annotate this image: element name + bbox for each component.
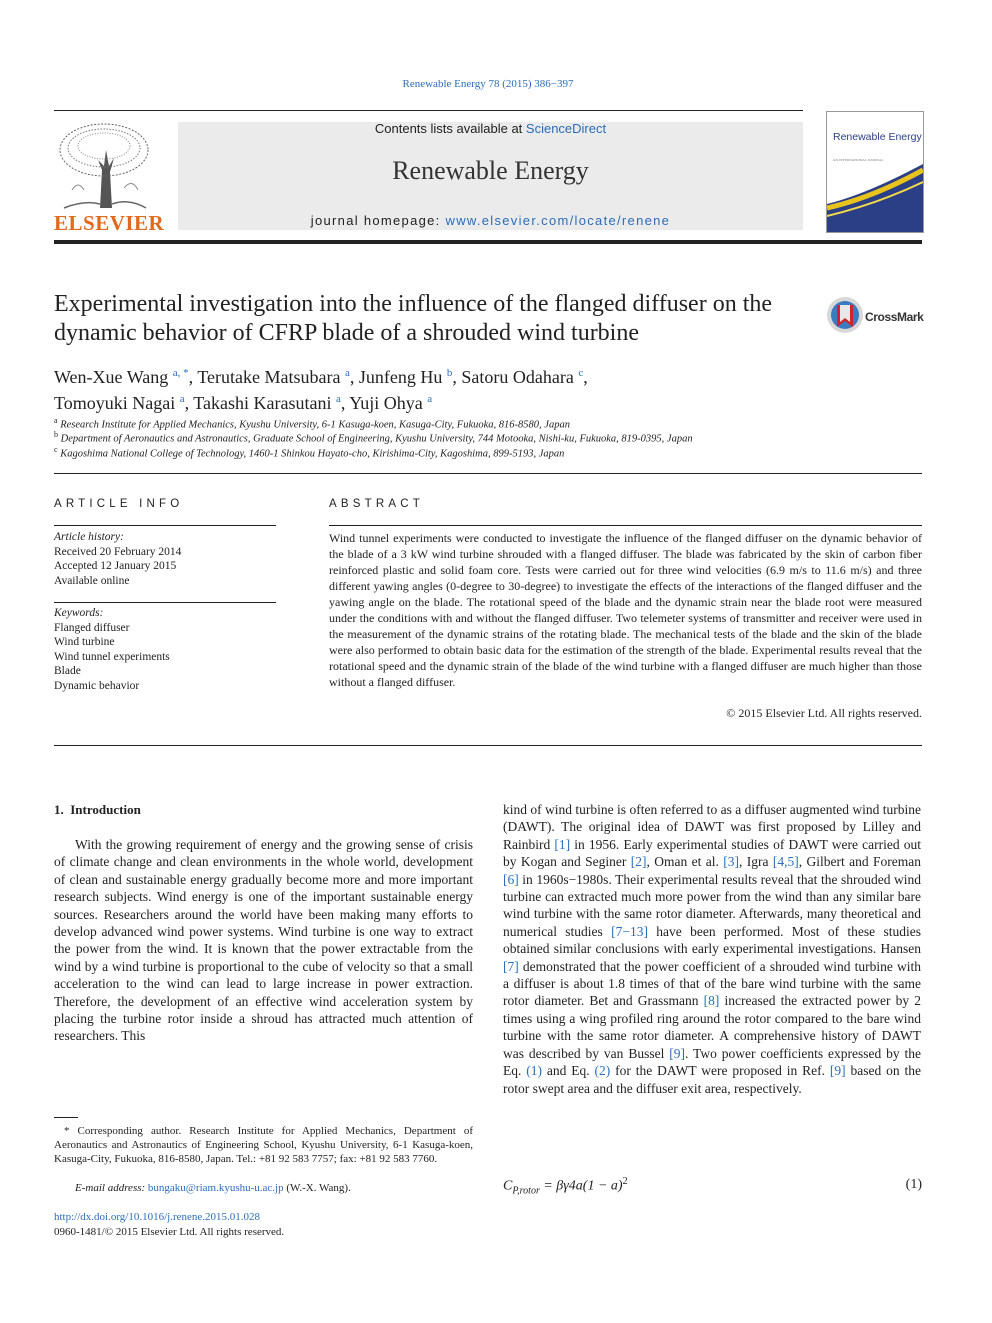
author-name[interactable]: Tomoyuki Nagai	[54, 393, 176, 413]
citation-link[interactable]: [1]	[554, 836, 571, 852]
author-affiliation-mark[interactable]: a	[345, 367, 350, 379]
equation-lhs-subscript: P,rotor	[512, 1185, 540, 1197]
sciencedirect-link[interactable]: ScienceDirect	[525, 121, 607, 136]
citation-link[interactable]: [9]	[669, 1045, 685, 1061]
info-rule-mid	[54, 602, 276, 603]
author-name[interactable]: Yuji Ohya	[349, 393, 423, 413]
affiliation-c	[54, 445, 564, 460]
author-affiliation-mark[interactable]: b	[446, 367, 453, 379]
author-affiliation-mark[interactable]: a	[427, 393, 433, 405]
history-label: Article history:	[54, 531, 124, 543]
article-info-heading: ARTICLE INFO	[54, 498, 184, 510]
author-name[interactable]: Wen-Xue Wang	[54, 367, 169, 387]
text-segment: , Oman et al.	[646, 854, 724, 870]
crossmark-icon[interactable]	[826, 296, 864, 334]
citation-link[interactable]: [6]	[503, 871, 519, 887]
history-online: Available online	[54, 574, 130, 587]
affiliation-mark: a	[54, 416, 58, 425]
citation-link[interactable]: (1)	[526, 1063, 543, 1079]
citation-link[interactable]: [3]	[723, 854, 739, 870]
corresponding-author-footnote: * Corresponding author. Research Institute for Applied Mechanics, Department of Aeronautics and Astronautics of Engineering School, Kyushu University, 6-1 Kasuga-koen, Kasuga-City, Fukuoka, 816-8580, Japan. Tel.: +81 92 583 7757; fax: +81 92 583 7760.	[54, 1125, 473, 1165]
text-segment: for the DAWT were proposed in Ref.	[610, 1063, 830, 1079]
citation-link[interactable]: [4,5]	[772, 854, 799, 870]
author-separator: ,	[452, 367, 462, 387]
body-top-rule	[54, 745, 922, 746]
affiliation-b	[54, 430, 693, 445]
citation-link[interactable]: [9]	[829, 1063, 846, 1079]
citation-link[interactable]: [2]	[630, 854, 647, 870]
text-segment: , Igra	[739, 854, 773, 870]
cover-title: Renewable Energy	[833, 131, 922, 143]
homepage-link[interactable]: www.elsevier.com/locate/renene	[445, 213, 671, 228]
elsevier-tree-logo	[54, 120, 154, 212]
keyword: Flanged diffuser	[54, 621, 130, 634]
equation-rhs: = βγ4a(1 − a)	[543, 1178, 623, 1194]
affiliation-text: Department of Aeronautics and Astronautics, Graduate School of Engineering, Kyushu University, 744 Motooka, Nishi-ku, Fukuoka, 819-0395, Japan	[60, 433, 693, 445]
email-link[interactable]: bungaku@riam.kyushu-u.ac.jp	[147, 1182, 284, 1194]
text-segment: demonstrated that the power coefficient of a shrouded wind turbine with a diffuser is about 1.8 times of that of the bare wind turbine with the same rotor diameter. Bet and Grassmann	[503, 958, 921, 1009]
abstract-heading: ABSTRACT	[329, 498, 424, 510]
history-received: Received 20 February 2014	[54, 545, 182, 558]
author-separator: ,	[340, 393, 350, 413]
keyword: Wind turbine	[54, 636, 115, 648]
author-separator: ,	[349, 367, 359, 387]
journal-reference[interactable]: Renewable Energy 78 (2015) 386−397	[402, 78, 574, 90]
keywords	[54, 606, 170, 693]
text-segment: in 1960s−1980s. Their experimental results reveal that the shrouded wind turbine can extracted much more power from the wind than any similar bare wind turbine with the same rotor diameter. Afterwards, many theoretical and numerical studies	[503, 871, 921, 939]
contents-line	[178, 121, 803, 136]
equation-lhs: C	[503, 1178, 513, 1194]
affiliation-mark: b	[54, 430, 58, 439]
article-history	[54, 530, 181, 588]
header-bottom-rule	[54, 240, 922, 244]
affiliation-a	[54, 416, 570, 431]
author-name[interactable]: Satoru Odahara	[461, 367, 574, 387]
history-accepted: Accepted 12 January 2015	[54, 560, 177, 572]
equation-number: (1)	[905, 1177, 922, 1192]
keyword: Wind tunnel experiments	[54, 650, 170, 663]
equation-power: 2	[622, 1176, 628, 1187]
affiliation-text: Kagoshima National College of Technology, 1460-1 Shinkou Hayato-cho, Kirishima-City, Kagoshima, 899-5193, Japan	[60, 448, 565, 460]
intro-paragraph-right	[503, 801, 921, 1097]
journal-cover[interactable]	[826, 111, 924, 233]
author-affiliation-mark[interactable]: c	[578, 367, 584, 379]
publisher-wordmark: ELSEVIER	[54, 211, 165, 235]
contents-prefix: Contents lists available at	[374, 121, 526, 136]
text-segment: . Two power coefficients expressed by the Eq.	[503, 1045, 922, 1079]
text-segment: , Gilbert and Foreman	[798, 854, 921, 870]
author-list	[54, 362, 814, 414]
doi-link[interactable]: http://dx.doi.org/10.1016/j.renene.2015.01.028	[54, 1211, 261, 1223]
crossmark-label[interactable]: CrossMark	[865, 310, 924, 324]
author-separator: ,	[188, 367, 198, 387]
author-separator: ,	[583, 367, 588, 387]
author-name[interactable]: Junfeng Hu	[358, 367, 443, 387]
abstract-text: Wind tunnel experiments were conducted to investigate the influence of the flanged diffuser on the dynamic behavior of the blade of a 3 kW wind turbine shrouded with a flanged diffuser. The blade was fabricated by the skin of carbon fiber reinforced plastic and solid foam core. Tests were carried out for three wind velocities (6.9 m/s to 11.6 m/s) and three different yawing angles (0-degree to 30-degree) to investigate the effects of the interactions of the flanged diffuser and the yawing angle on the blade. The rotational speed of the blade and the dynamic strain near the blade root were measured under the conditions with and without the flanged diffuser. Two telemeter systems of transmitter and receiver were used in the measurement of the dynamic strains of the rotating blade. The mechanical tests of the blade and the skin of the blade were also performed to obtain basic data for the estimation of the strength of the blade. Experimental results reveal that the rotational speed and the dynamic strain of the blade of the wind turbine with a flanged diffuser are much higher than those without a flanged diffuser.	[329, 531, 922, 689]
text-segment: based on the rotor swept area and the diffuser exit area, respectively.	[503, 1063, 922, 1096]
issn-line: 0960-1481/© 2015 Elsevier Ltd. All rights reserved.	[54, 1226, 285, 1238]
intro-paragraph-left: With the growing requirement of energy and the growing sense of crisis of climate change and clean environments in the whole world, development of clean and sustainable energy gradually become more and more important research subjects. Wind energy is one of the important sustainable energy sources. Researchers around the world have been making many efforts to develop advanced wind power systems. Wind turbine is one way to extract the power from the wind. It is known that the power extractable from the wind by a wind turbine is proportional to the cube of velocity so that a small acceleration to the wind can lead to large increase in power extraction. Therefore, the development of an effective wind acceleration system by placing the turbine rotor inside a shroud has attracted much attention of researchers. This	[54, 837, 473, 1044]
cover-artwork	[827, 164, 923, 232]
affiliation-mark: c	[54, 445, 58, 454]
email-label: E-mail address:	[75, 1182, 148, 1194]
text-segment: increased the extracted power by 2 times using a wing profiled ring around the rotor compared to the bare wind turbine with the same rotor diameter. A comprehensive history of DAWT was described by van Bussel	[503, 993, 921, 1061]
keyword: Blade	[54, 665, 81, 677]
affiliation-text: Research Institute for Applied Mechanics, Kyushu University, 6-1 Kasuga-koen, Kasuga-City, Fukuoka, 816-8580, Japan	[60, 419, 570, 431]
author-affiliation-mark[interactable]: a	[336, 393, 341, 405]
footnote-rule	[54, 1117, 78, 1118]
citation-link[interactable]: (2)	[594, 1063, 611, 1079]
author-affiliation-mark[interactable]: a, *	[172, 367, 189, 379]
citation-link[interactable]: [8]	[703, 993, 720, 1009]
info-rule-top	[54, 525, 276, 526]
abstract-rule	[329, 525, 922, 526]
author-affiliation-mark[interactable]: a	[179, 393, 185, 405]
keywords-label: Keywords:	[54, 607, 104, 619]
author-name[interactable]: Terutake Matsubara	[197, 367, 341, 387]
text-segment: in 1956. Early experimental studies of DAWT were carried out by Kogan and Seginer	[503, 836, 921, 870]
equation-1	[503, 1176, 628, 1196]
journal-homepage	[178, 213, 803, 228]
section-heading-introduction: 1. Introduction	[54, 802, 141, 817]
abstract-copyright: © 2015 Elsevier Ltd. All rights reserved.	[726, 706, 922, 720]
text-segment: have been performed. Most of these studies obtained similar conclusions with early experimental investigations. Hansen	[503, 923, 921, 957]
text-segment: and Eq.	[542, 1063, 595, 1079]
header-top-rule	[54, 110, 803, 111]
homepage-prefix: journal homepage:	[310, 213, 446, 228]
article-title: Experimental investigation into the influence of the flanged diffuser on the dynamic behavior of CFRP blade of a shrouded wind turbine	[54, 291, 773, 346]
author-name[interactable]: Takashi Karasutani	[193, 393, 332, 413]
citation-link[interactable]: [7]	[503, 958, 519, 974]
journal-name: Renewable Energy	[392, 156, 589, 185]
text-segment: kind of wind turbine is often referred to as a diffuser augmented wind turbine (DAWT). The original idea of DAWT was first proposed by Lilley and Rainbird	[503, 802, 921, 852]
keyword: Dynamic behavior	[54, 679, 140, 692]
affiliation-rule	[54, 473, 922, 474]
cover-subtitle: AN INTERNATIONAL JOURNAL	[833, 158, 884, 162]
email-suffix: (W.-X. Wang).	[283, 1182, 351, 1194]
email-footnote	[75, 1181, 473, 1195]
citation-link[interactable]: [7−13]	[611, 923, 648, 939]
author-separator: ,	[184, 393, 194, 413]
